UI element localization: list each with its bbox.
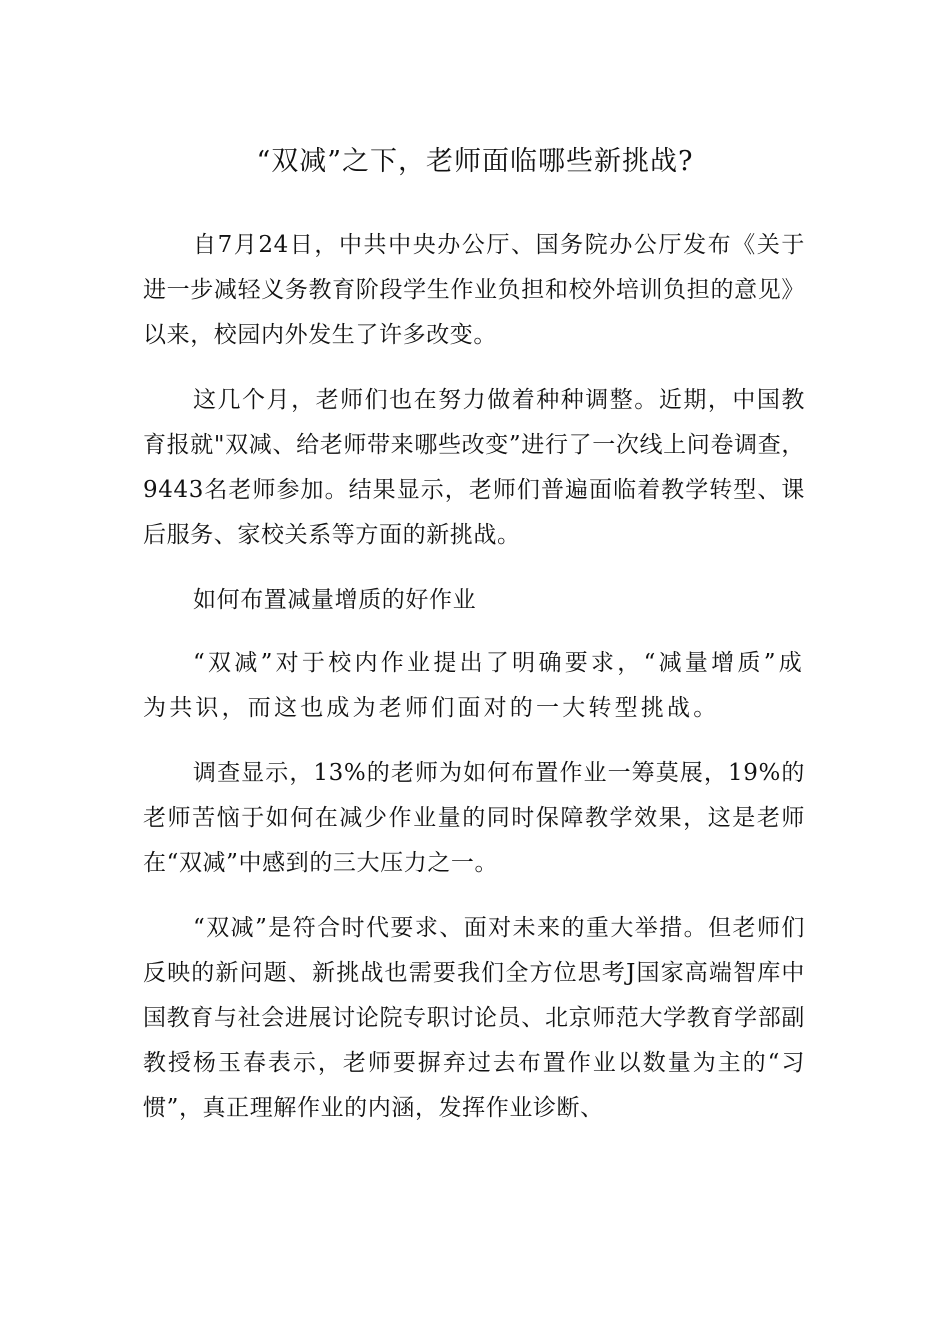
paragraph-homework-requirement: “双减”对于校内作业提出了明确要求，“减量增质”成为共识，而这也成为老师们面对的一大转型挑战。 — [143, 650, 805, 721]
paragraph-expert-comment: “双减”是符合时代要求、面对未来的重大举措。但老师们反映的新问题、新挑战也需要我们全方位思考J国家高端智库中国教育与社会进展讨论院专职讨论员、北京师范大学教育学部副教授杨玉春表示，老师要摒弃过去布置作业以数量为主的“习惯”，真正理解作业的内涵，发挥作业诊断、 — [143, 915, 805, 1121]
paragraph-survey-results: 调查显示，13%的老师为如何布置作业一筹莫展，19%的老师苦恼于如何在减少作业量的同时保障教学效果，这是老师在“双减”中感到的三大压力之一。 — [143, 760, 805, 876]
paragraph-survey: 这几个月，老师们也在努力做着种种调整。近期，中国教育报就"双减、给老师带来哪些改变”进行了一次线上问卷调查，9443名老师参加。结果显示，老师们普遍面临着教学转型、课后服务、家校关系等方面的新挑战。 — [143, 387, 805, 548]
document-body — [143, 223, 805, 1151]
section-heading: 如何布置减量增质的好作业 — [193, 587, 477, 613]
paragraph-intro: 自7月24日，中共中央办公厅、国务院办公厅发布《关于进一步减轻义务教育阶段学生作业负担和校外培训负担的意见》以来，校园内外发生了许多改变。 — [143, 232, 805, 348]
document-title: “双减”之下，老师面临哪些新挑战? — [256, 146, 694, 177]
